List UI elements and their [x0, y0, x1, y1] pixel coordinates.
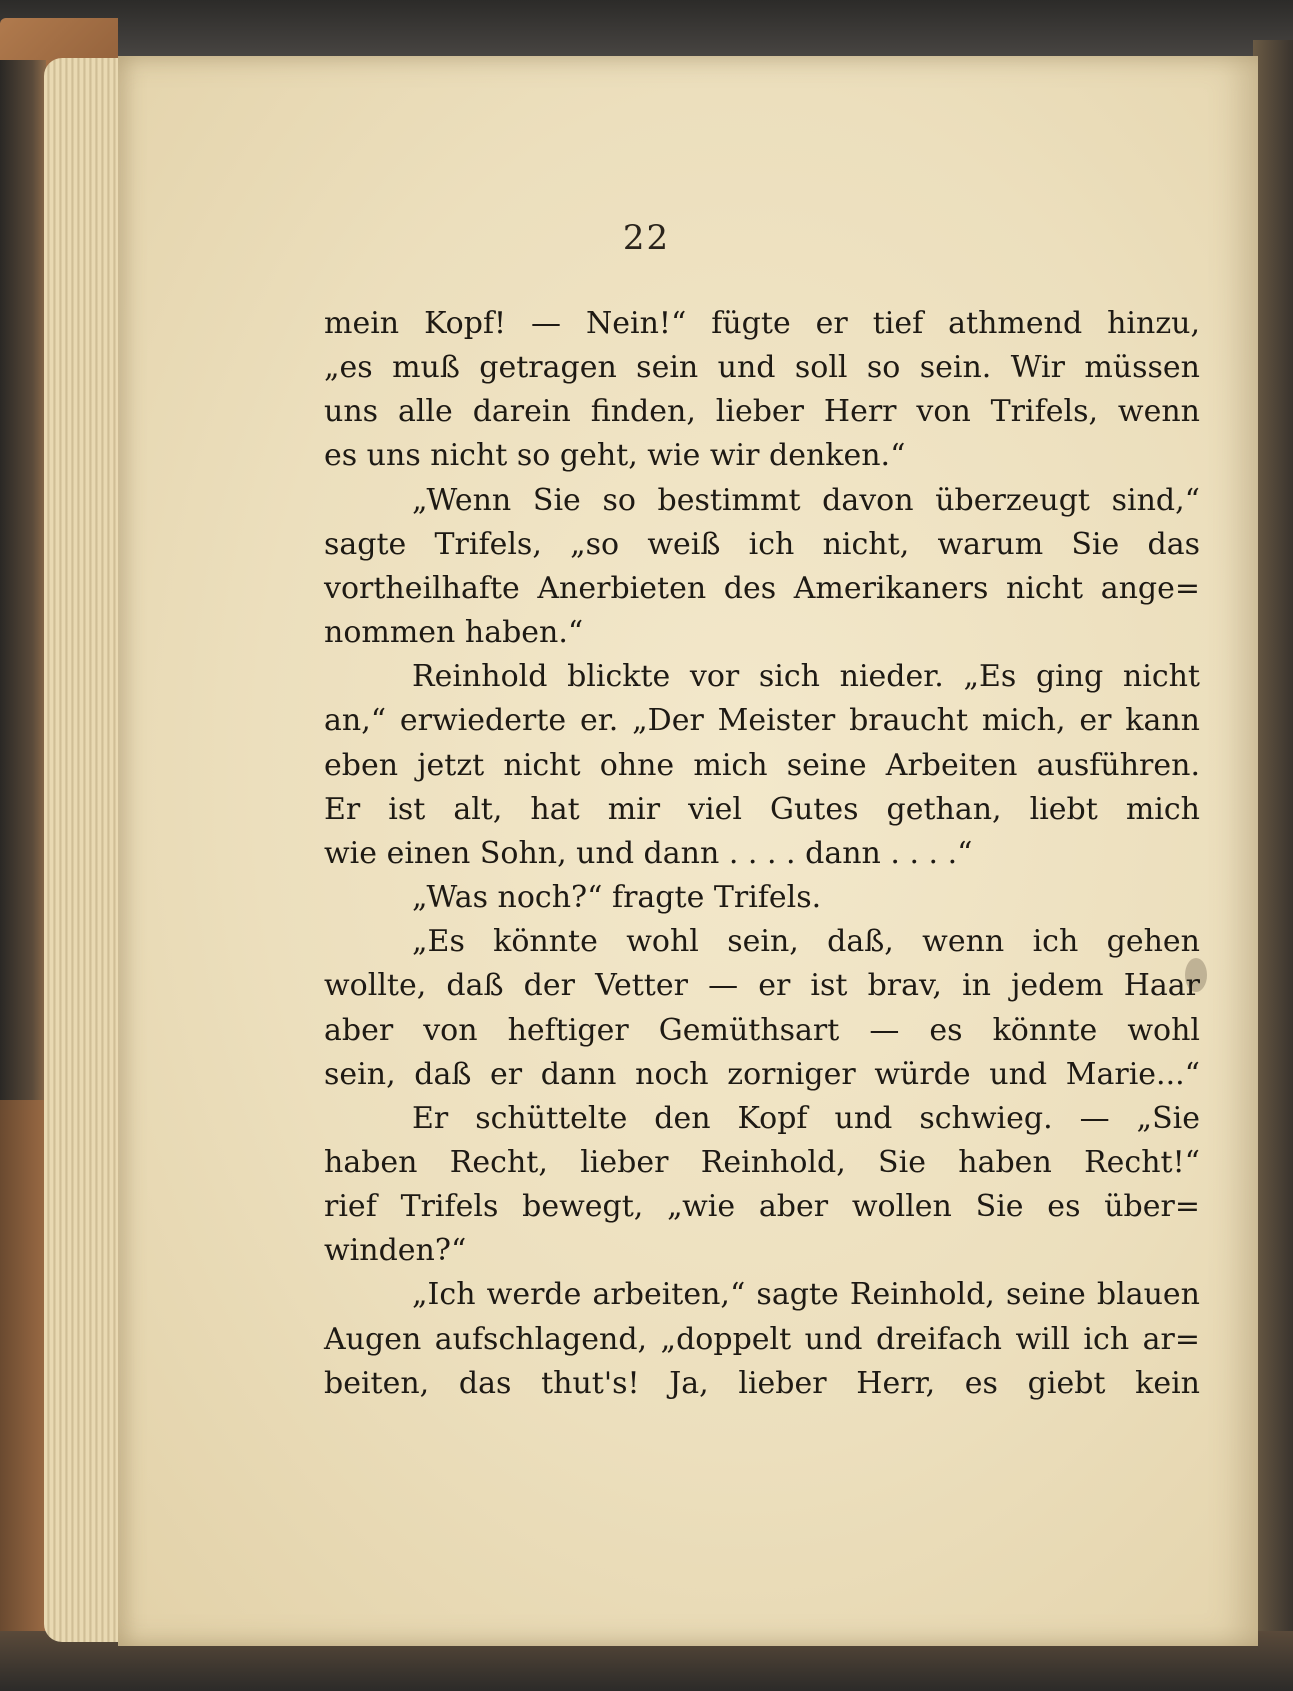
text-line: wollte, daß der Vetter — er ist brav, in jedem Haar	[324, 968, 1200, 1004]
text-line: uns alle darein finden, lieber Herr von Trifels, wenn	[324, 394, 1200, 430]
text-line: „Ich werde arbeiten,“ sagte Reinhold, seine blauen	[412, 1277, 1200, 1313]
text-line: Reinhold blickte vor sich nieder. „Es ging nicht	[412, 659, 1200, 695]
text-line: winden?“	[324, 1233, 467, 1269]
body-text	[324, 302, 1200, 1406]
text-line: eben jetzt nicht ohne mich seine Arbeiten ausführen.	[324, 747, 1200, 783]
text-line: mein Kopf! — Nein!“ fügte er tief athmend hinzu,	[324, 306, 1200, 341]
book-cover-right	[1253, 40, 1293, 1640]
text-line: Augen aufschlagend, „doppelt und dreifach will ich ar=	[324, 1321, 1200, 1357]
book-cover-left	[0, 60, 46, 1640]
text-line: Er ist alt, hat mir viel Gutes gethan, liebt mich	[324, 791, 1200, 827]
text-line: „Es könnte wohl sein, daß, wenn ich gehen	[412, 924, 1200, 960]
text-line: es uns nicht so geht, wie wir denken.“	[324, 438, 906, 474]
page-stack-edges	[44, 58, 124, 1642]
text-line: rief Trifels bewegt, „wie aber wollen Sie es über=	[324, 1189, 1200, 1225]
text-line: vortheilhafte Anerbieten des Amerikaners nicht ange=	[324, 570, 1200, 606]
text-line: beiten, das thut's! Ja, lieber Herr, es giebt kein	[324, 1365, 1200, 1401]
text-line: nommen haben.“	[324, 615, 584, 651]
text-line: aber von heftiger Gemüthsart — es könnte wohl	[324, 1012, 1200, 1048]
text-line: „Was noch?“ fragte Trifels.	[412, 880, 822, 916]
text-line: „es muß getragen sein und soll so sein. Wir müssen	[324, 350, 1200, 386]
book-cover-top	[0, 0, 1293, 62]
text-line: sein, daß er dann noch zorniger würde und Marie...“	[324, 1056, 1200, 1092]
text-line: Er schüttelte den Kopf und schwieg. — „Sie	[412, 1100, 1200, 1136]
page-number: 22	[622, 218, 671, 258]
text-line: „Wenn Sie so bestimmt davon überzeugt sind,“	[412, 482, 1200, 518]
text-line: haben Recht, lieber Reinhold, Sie haben Recht!“	[324, 1144, 1200, 1180]
text-line: wie einen Sohn, und dann . . . . dann . . . .“	[324, 835, 973, 871]
text-line: sagte Trifels, „so weiß ich nicht, warum Sie das	[324, 526, 1200, 562]
text-line: an,“ erwiederte er. „Der Meister braucht mich, er kann	[324, 703, 1200, 739]
